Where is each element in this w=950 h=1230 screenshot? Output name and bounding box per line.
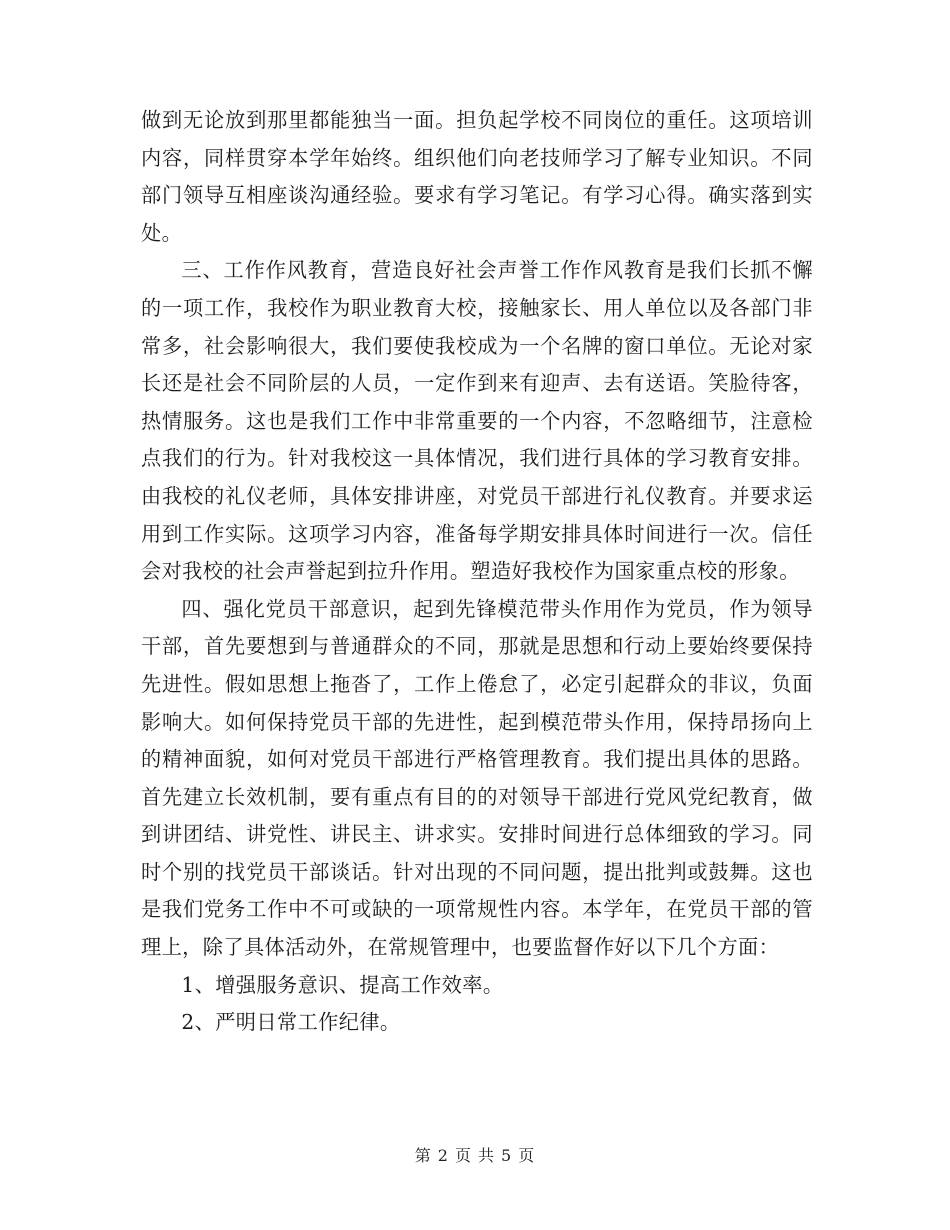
page-footer bbox=[0, 1146, 950, 1166]
list-item-two: 2、严明日常工作纪律。 bbox=[181, 1010, 401, 1035]
paragraph-section-four: 四、强化党员干部意识，起到先锋模范带头作用作为党员，作为领导干部，首先要想到与普通群众的不同，那就是思想和行动上要始终要保持先进性。假如思想上拖沓了，工作上倦怠了，必定引起群众的非议，负面影响大。如何保持党员干部的先进性，起到模范带头作用，保持昂扬向上的精神面貌，如何对党员干部进行严格管理教育。我们提出具体的思路。首先建立长效机制，要有重点有目的的对领导干部进行党风党纪教育，做到讲团结、讲党性、讲民主、讲求实。安排时间进行总体细致的学习。同时个别的找党员干部谈话。针对出现的不同问题，提出批判或鼓舞。这也是我们党务工作中不可或缺的一项常规性内容。本学年，在党员干部的管理上，除了具体活动外，在常规管理中，也要监督作好以下几个方面： bbox=[141, 596, 813, 960]
current-page-number: 2 bbox=[437, 1146, 449, 1165]
footer-prefix: 第 bbox=[414, 1146, 432, 1165]
paragraph-section-three: 三、工作作风教育，营造良好社会声誉工作作风教育是我们长抓不懈的一项工作，我校作为职业教育大校，接触家长、用人单位以及各部门非常多，社会影响很大，我们要使我校成为一个名牌的窗口单位。无论对家长还是社会不同阶层的人员，一定作到来有迎声、去有送语。笑脸待客，热情服务。这也是我们工作中非常重要的一个内容，不忽略细节，注意检点我们的行为。针对我校这一具体情况，我们进行具体的学习教育安排。由我校的礼仪老师，具体安排讲座，对党员干部进行礼仪教育。并要求运用到工作实际。这项学习内容，准备每学期安排具体时间进行一次。信任会对我校的社会声誉起到拉升作用。塑造好我校作为国家重点校的形象。 bbox=[141, 258, 813, 584]
footer-middle: 页 共 bbox=[454, 1146, 496, 1165]
document-body bbox=[141, 102, 813, 1042]
list-item-one: 1、增强服务意识、提高工作效率。 bbox=[181, 972, 504, 997]
total-page-count: 5 bbox=[501, 1146, 513, 1165]
paragraph-continuation: 做到无论放到那里都能独当一面。担负起学校不同岗位的重任。这项培训内容，同样贯穿本学年始终。组织他们向老技师学习了解专业知识。不同部门领导互相座谈沟通经验。要求有学习笔记。有学习心得。确实落到实处。 bbox=[141, 108, 813, 245]
footer-suffix: 页 bbox=[518, 1146, 536, 1165]
